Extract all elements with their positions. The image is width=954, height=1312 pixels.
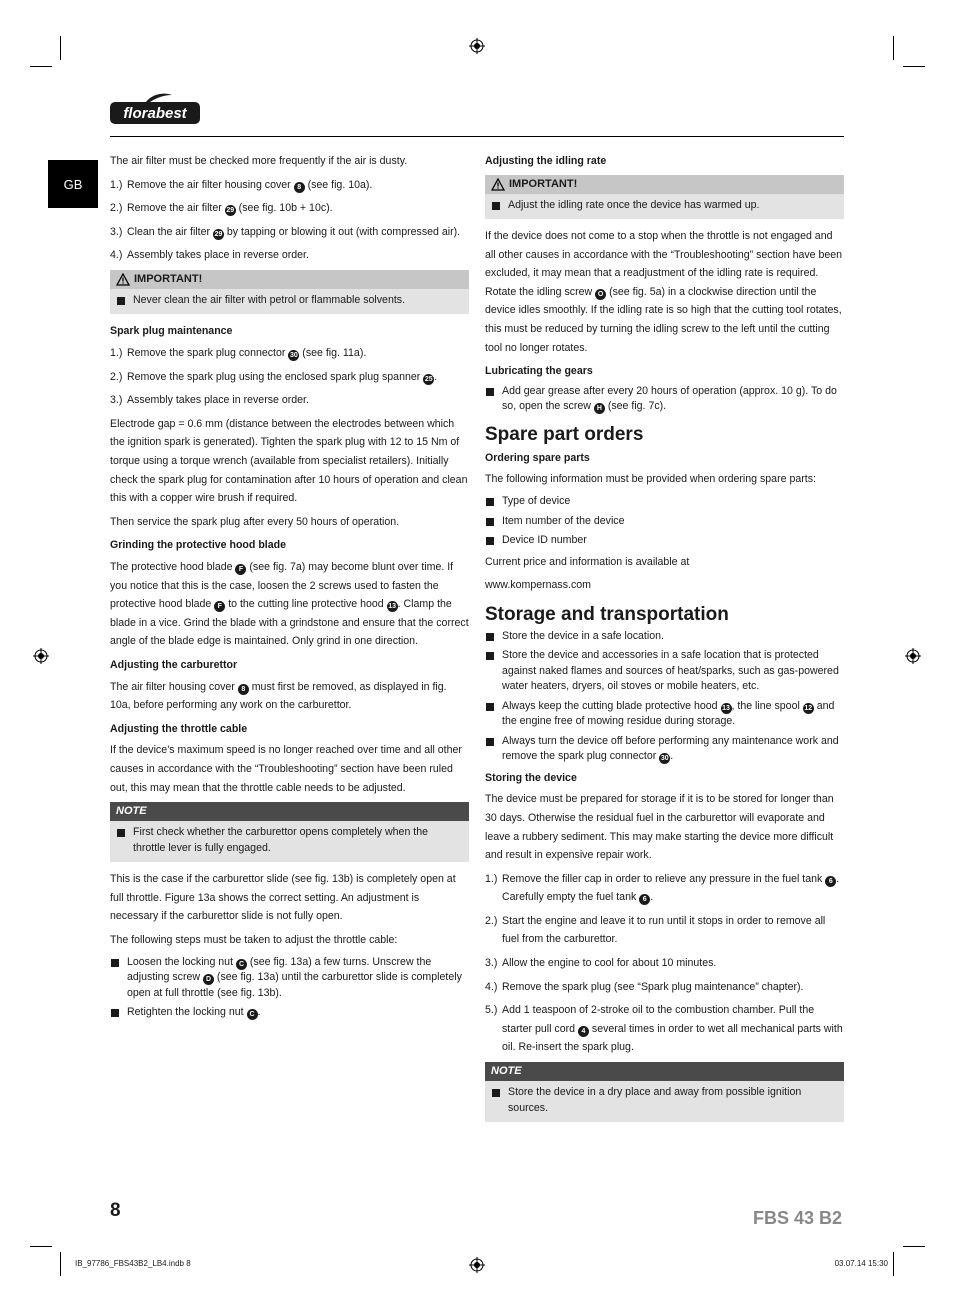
brand-name: florabest xyxy=(123,105,187,122)
crop-mark xyxy=(30,1246,52,1247)
note-item xyxy=(491,1085,838,1116)
step-number: 1.) xyxy=(485,872,498,885)
storage-title: Storage and transportation xyxy=(485,603,729,625)
list-item: Type of device xyxy=(485,494,844,510)
step-item xyxy=(110,344,469,363)
registration-mark-icon xyxy=(469,38,485,54)
florabest-logo xyxy=(110,92,200,126)
callout-icon: 13 xyxy=(388,603,397,611)
steps-intro: The following steps must be taken to adjust the throttle cable: xyxy=(110,933,398,946)
callout-icon: 12 xyxy=(804,704,813,712)
note-header: NOTE xyxy=(485,1062,844,1081)
ordering-list xyxy=(485,494,844,549)
step-text: Add 1 teaspoon of 2-stroke oil to the combustion chamber. Pull the starter pull cord 4 several times in order to wet all mechanical parts with oil. Re-insert the spark plug. xyxy=(502,1004,843,1054)
storing-steps xyxy=(485,870,844,1057)
step-item xyxy=(110,176,469,195)
storage-bullet: Store the device in a safe location. xyxy=(485,629,844,645)
bullet-square-icon xyxy=(117,829,125,837)
step-item xyxy=(110,368,469,387)
model-name: FBS 43 B2 xyxy=(752,1208,842,1228)
grinding-heading: Grinding the protective hood blade xyxy=(110,539,286,552)
crop-mark xyxy=(903,1246,925,1247)
bullet-square-icon xyxy=(486,703,494,711)
note-header: NOTE xyxy=(110,802,469,821)
storage-bullet: Always keep the cutting blade protective hood 13 , the line spool 12 and the engine free of mowing residue during storage. xyxy=(485,699,844,730)
right-column xyxy=(485,152,844,1130)
important-title: IMPORTANT! xyxy=(509,177,578,190)
crop-mark xyxy=(893,36,894,60)
page-number: 8 xyxy=(110,1200,121,1221)
bullet-square-icon xyxy=(492,202,500,210)
step-text: Remove the air filter housing cover 8 (see fig. 10a). xyxy=(127,178,373,191)
important-text: Never clean the air filter with petrol or flammable solvents. xyxy=(133,293,406,306)
important-text: Adjust the idling rate once the device has warmed up. xyxy=(508,198,760,211)
step-item xyxy=(110,223,469,242)
bullet-square-icon xyxy=(486,518,494,526)
carburettor-heading: Adjusting the carburettor xyxy=(110,658,238,671)
step-text: Remove the spark plug (see “Spark plug maintenance” chapter). xyxy=(502,980,804,993)
air-filter-intro: The air filter must be checked more frequently if the air is dusty. xyxy=(110,155,408,167)
throttle-bullet: Loosen the locking nut C (see fig. 13a) a few turns. Unscrew the adjusting screw D (see fig. 13a) until the carburettor slide is completely open at full throttle (see fig. 13b). xyxy=(110,955,469,1002)
callout-icon: 30 xyxy=(660,755,669,763)
ordering-heading: Ordering spare parts xyxy=(485,451,590,464)
step-number: 4.) xyxy=(110,249,123,262)
step-number: 4.) xyxy=(485,980,498,993)
bullet-square-icon xyxy=(492,1089,500,1097)
callout-icon: O xyxy=(595,289,606,300)
step-number: 5.) xyxy=(485,1004,498,1017)
price-text: Current price and information is available at xyxy=(485,555,690,568)
crop-mark xyxy=(893,1252,894,1276)
list-item: Device ID number xyxy=(485,533,844,549)
warning-icon xyxy=(491,178,505,191)
step-text: Allow the engine to cool for about 10 minutes. xyxy=(502,957,717,970)
step-text: Clean the air filter 29 by tapping or blowing it out (with compressed air). xyxy=(127,225,461,238)
slide-text: This is the case if the carburettor slide (see fig. 13b) is completely open at full throttle. Figure 13a shows the correct setting. An adjustment is necessary if the carburettor slide is not fully open. xyxy=(110,873,456,923)
important-item xyxy=(491,198,838,214)
callout-icon: 4 xyxy=(578,1026,589,1037)
bullet-square-icon xyxy=(117,297,125,305)
registration-mark-icon xyxy=(469,1257,485,1273)
note-text: Store the device in a dry place and away from possible ignition sources. xyxy=(508,1086,802,1114)
crop-mark xyxy=(903,66,925,67)
bullet-square-icon xyxy=(486,388,494,396)
step-text: Remove the filler cap in order to relieve any pressure in the fuel tank 6 . Carefully empty the fuel tank 6 . xyxy=(502,872,840,904)
throttle-bullet: Retighten the locking nut C . xyxy=(110,1005,469,1021)
step-text: Remove the air filter 29 (see fig. 10b + 10c). xyxy=(127,202,333,215)
important-item xyxy=(116,293,463,309)
bullet-square-icon xyxy=(486,537,494,545)
important-title: IMPORTANT! xyxy=(134,272,203,285)
step-number: 2.) xyxy=(110,370,123,383)
step-text: Start the engine and leave it to run until it stops in order to remove all fuel from the carburettor. xyxy=(502,914,826,946)
bullet-square-icon xyxy=(111,959,119,967)
step-item xyxy=(485,954,844,973)
note-item xyxy=(116,825,463,856)
bullet-square-icon xyxy=(486,633,494,641)
callout-icon: 30 xyxy=(289,352,298,360)
grinding-text: The protective hood blade F (see fig. 7a) may become blunt over time. If you notice that this is the case, loosen the 2 screws used to fasten the protective hood blade F to the cutting line protective hood 13 . Clamp the blade in a vice. Grind the blade with a grindstone and ensure that the correct angle of the blade edge is maintained. Only grind in one direction. xyxy=(110,561,469,648)
step-text: Remove the spark plug using the enclosed spark plug spanner 25 . xyxy=(127,370,438,383)
note-text: First check whether the carburettor opens completely when the throttle lever is fully engaged. xyxy=(133,826,429,854)
callout-icon: D xyxy=(203,974,214,985)
important-box xyxy=(485,175,844,220)
step-item xyxy=(485,912,844,949)
storing-heading: Storing the device xyxy=(485,771,577,784)
callout-icon: 29 xyxy=(214,230,223,238)
storage-bullet: Store the device and accessories in a safe location that is protected against naked flames and sources of heat/sparks, such as gas-powered water heaters, dryers, oil stoves or mobile heaters, etc. xyxy=(485,648,844,695)
air-filter-steps xyxy=(110,176,469,265)
language-tab: GB xyxy=(48,160,98,208)
step-item xyxy=(485,870,844,907)
website-text: www.kompernass.com xyxy=(485,579,591,592)
step-number: 3.) xyxy=(110,225,123,238)
callout-icon: 29 xyxy=(226,207,235,215)
bullet-square-icon xyxy=(111,1009,119,1017)
step-number: 2.) xyxy=(110,202,123,215)
callout-icon: 6 xyxy=(825,876,836,887)
bullet-square-icon xyxy=(486,498,494,506)
warning-icon xyxy=(116,273,130,286)
bullet-square-icon xyxy=(486,652,494,660)
step-number: 3.) xyxy=(485,957,498,970)
spark-plug-steps xyxy=(110,344,469,410)
note-box xyxy=(110,802,469,862)
registration-mark-icon xyxy=(905,648,921,664)
callout-icon: 6 xyxy=(639,894,650,905)
spark-plug-heading: Spark plug maintenance xyxy=(110,325,233,338)
step-number: 2.) xyxy=(485,914,498,927)
callout-icon: 8 xyxy=(238,684,249,695)
callout-icon: C xyxy=(236,959,247,970)
note-box xyxy=(485,1062,844,1122)
callout-icon: 8 xyxy=(294,182,305,193)
registration-mark-icon xyxy=(33,648,49,664)
important-header xyxy=(485,175,844,194)
idling-heading: Adjusting the idling rate xyxy=(485,155,607,167)
callout-icon: 25 xyxy=(424,375,433,383)
electrode-text: Electrode gap = 0.6 mm (distance between the electrodes between which the ignition spark is generated). Tighten the spark plug with 12 to 15 Nm of torque using a torque wrench (available from specialist retailers). Initially check the spark plug for contamination after 10 hours of operation and clean this with a copper wire brush if required. xyxy=(110,417,468,505)
header-rule xyxy=(110,136,844,137)
spare-parts-title: Spare part orders xyxy=(485,423,644,445)
callout-icon: F xyxy=(214,601,225,612)
callout-icon: H xyxy=(594,403,605,414)
date-info: 03.07.14 15:30 xyxy=(834,1259,888,1268)
throttle-heading: Adjusting the throttle cable xyxy=(110,722,248,735)
callout-icon: C xyxy=(247,1009,258,1020)
important-box xyxy=(110,270,469,315)
step-item xyxy=(110,199,469,218)
ordering-intro: The following information must be provided when ordering spare parts: xyxy=(485,473,816,486)
idling-text: If the device does not come to a stop when the throttle is not engaged and all other causes in accordance with the “Troubleshooting” section have been excluded, it may mean that a readjustment of the idling rate is required. Rotate the idling screw O (see fig. 5a) in a clockwise direction until the device idles smoothly. If the idling rate is so high that the cutting tool rotates, this must be reduced by turning the idling screw to the left until the cutting tool no longer rotates. xyxy=(485,230,843,354)
step-item xyxy=(110,246,469,265)
crop-mark xyxy=(30,66,52,67)
list-item: Item number of the device xyxy=(485,514,844,530)
bullet-square-icon xyxy=(486,738,494,746)
step-text: Assembly takes place in reverse order. xyxy=(127,249,309,262)
step-text: Assembly takes place in reverse order. xyxy=(127,394,309,407)
left-column xyxy=(110,152,469,1025)
step-item xyxy=(110,391,469,410)
lubricating-heading: Lubricating the gears xyxy=(485,365,593,378)
service-text: Then service the spark plug after every 50 hours of operation. xyxy=(110,515,400,528)
throttle-text: If the device’s maximum speed is no longer reached over time and all other causes in accordance with the “Troubleshooting” section have been ruled out, this may mean that the throttle cable needs to be adjusted. xyxy=(110,744,462,794)
storing-text: The device must be prepared for storage if it is to be stored for longer than 30 days. Otherwise the residual fuel in the carburettor will evaporate and leave a rubbery sediment. This may make starting the device more difficult and result in expensive repair work. xyxy=(485,793,834,862)
crop-mark xyxy=(60,1252,61,1276)
callout-icon: F xyxy=(235,564,246,575)
file-info: IB_97786_FBS43B2_LB4.indb 8 xyxy=(75,1259,191,1268)
step-number: 3.) xyxy=(110,394,123,407)
step-item xyxy=(485,1001,844,1057)
carburettor-text: The air filter housing cover 8 must first be removed, as displayed in fig. 10a, before performing any work on the carburettor. xyxy=(110,680,447,712)
important-header xyxy=(110,270,469,289)
storage-bullet: Always turn the device off before performing any maintenance work and remove the spark plug connector 30 . xyxy=(485,734,844,765)
lubricating-bullet: Add gear grease after every 20 hours of operation (approx. 10 g). To do so, open the screw H (see fig. 7c). xyxy=(485,384,844,415)
callout-icon: 13 xyxy=(722,704,730,712)
crop-mark xyxy=(60,36,61,60)
step-text: Remove the spark plug connector 30 (see fig. 11a). xyxy=(127,347,367,360)
step-number: 1.) xyxy=(110,347,123,360)
step-item xyxy=(485,978,844,997)
step-number: 1.) xyxy=(110,178,123,191)
